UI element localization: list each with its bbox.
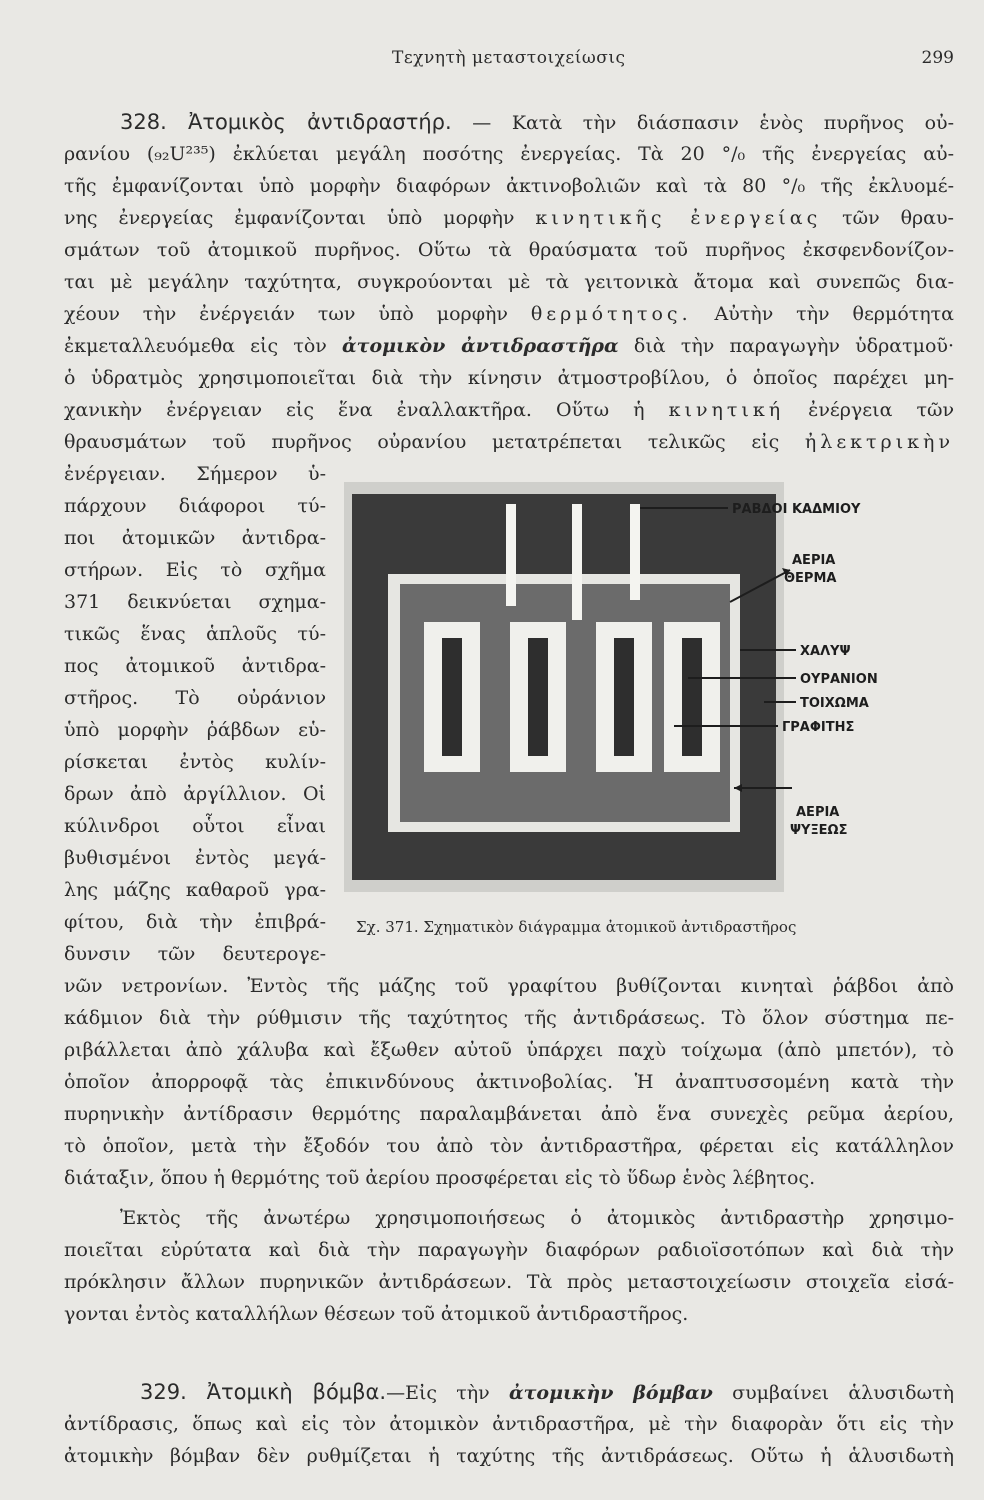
- text-line: [64, 394, 954, 426]
- text-line: ἀτομικὴν βόμβαν δὲν ρυθμίζεται ἡ ταχύτης τῆς ἀντιδράσεως. Οὕτω ἡ ἁλυσιδωτὴ: [64, 1445, 954, 1467]
- text-line: νῶν νετρονίων. Ἐντὸς τῆς μάζης τοῦ γραφίτου βυθίζονται κινηταὶ ῥάβδοι ἀπὸ: [64, 975, 954, 997]
- label-hot-gas: ΑΕΡΙΑ: [792, 553, 836, 568]
- text-line: ὁ ὑδρατμὸς χρησιμοποιεῖται διὰ τὴν κίνησιν ἀτμοστροβίλου, ὁ ὁποῖος παρέχει μη-: [64, 367, 954, 389]
- text-line: πάρχουν διάφοροι τύ-: [64, 495, 326, 517]
- text-line: πρόκλησιν ἄλλων πυρηνικῶν ἀντιδράσεων. Τὰ πρὸς μεταστοιχείωσιν στοιχεῖα εἰσά-: [64, 1271, 954, 1293]
- bold-term: ἀτομικὸν ἀντιδραστῆρα: [342, 335, 619, 357]
- label-steel: ΧΑΛΥΨ: [800, 644, 851, 659]
- text-line: πυρηνικὴν ἀντίδρασιν θερμότης παραλαμβάνεται ἀπὸ ἕνα συνεχὲς ρεῦμα ἀερίου,: [64, 1103, 954, 1125]
- text-line: σμάτων τοῦ ἀτομικοῦ πυρῆνος. Οὕτω τὰ θραύσματα τοῦ πυρῆνος ἐκσφενδονίζον-: [64, 239, 954, 261]
- text-span: διὰ τὴν παραγωγὴν ὑδρατμοῦ·: [618, 335, 954, 357]
- text-line: τικῶς ἕνας ἁπλοῦς τύ-: [64, 623, 326, 645]
- cadmium-rod: [572, 504, 582, 620]
- text-line: [64, 298, 954, 330]
- uranium-rod: [682, 638, 702, 756]
- text-span: Αὐτὴν τὴν θερμότητα: [691, 303, 954, 325]
- text-span: —Εἰς τὴν: [386, 1382, 509, 1404]
- text-line: ὑπὸ μορφὴν ῥάβδων εὑ-: [64, 719, 326, 741]
- text-line: [64, 202, 954, 234]
- text-line: γονται ἐντὸς καταλλήλων θέσεων τοῦ ἀτομικοῦ ἀντιδραστῆρος.: [64, 1303, 689, 1325]
- text-line: ἐνέργειαν. Σήμερον ὑ-: [64, 463, 326, 485]
- text-line: Ἐκτὸς τῆς ἀνωτέρω χρησιμοποιήσεως ὁ ἀτομικὸς ἀντιδραστὴρ χρησιμο-: [120, 1207, 954, 1229]
- text-span: ἐνέργεια τῶν: [784, 399, 954, 421]
- text-line: τὸ ὁποῖον, μετὰ τὴν ἔξοδόν του ἀπὸ τὸν ἀντιδραστῆρα, φέρεται εἰς κατάλληλον: [64, 1135, 954, 1157]
- section-329-first-line: [140, 1376, 954, 1408]
- reactor-diagram: [344, 482, 924, 892]
- running-title: Τεχνητὴ μεταστοιχείωσις: [392, 48, 626, 68]
- text-line: δυνσιν τῶν δευτερογε-: [64, 943, 326, 965]
- text-line: βυθισμένοι ἐντὸς μεγά-: [64, 847, 326, 869]
- section-328-heading: 328. Ἀτομικὸς ἀντιδραστήρ.: [120, 110, 452, 134]
- text-line: πος ἀτομικοῦ ἀντιδρα-: [64, 655, 326, 677]
- uranium-rod: [442, 638, 462, 756]
- text-line: στήρων. Εἰς τὸ σχῆμα: [64, 559, 326, 581]
- text-line: φίτου, διὰ τὴν ἐπιβρά-: [64, 911, 326, 933]
- cadmium-rod: [630, 504, 640, 600]
- text-line: δρων ἀπὸ ἀργίλλιον. Οἱ: [64, 783, 326, 805]
- label-cadmium-rods: ΡΑΒΔΟΙ ΚΑΔΜΙΟΥ: [732, 502, 861, 517]
- text-line: ριβάλλεται ἀπὸ χάλυβα καὶ ἔξωθεν αὐτοῦ ὑπάρχει παχὺ τοίχωμα (ἀπὸ μπετόν), τὸ: [64, 1039, 954, 1061]
- running-header: [0, 48, 984, 78]
- text-span: ἐκμεταλλευόμεθα εἰς τὸν: [64, 335, 343, 357]
- figure-caption: Σχ. 371. Σχηματικὸν διάγραμμα ἀτομικοῦ ἀντιδραστῆρος: [356, 918, 797, 936]
- label-hot-gas: ΘΕΡΜΑ: [784, 571, 837, 586]
- text-line: διάταξιν, ὅπου ἡ θερμότης τοῦ ἀερίου προσφέρεται εἰς τὸ ὕδωρ ἑνὸς λέβητος.: [64, 1167, 816, 1189]
- text-line: κάδμιον διὰ τὴν ρύθμισιν τῆς ταχύτητος τῆς ἀντιδράσεως. Τὸ ὅλον σύστημα πε-: [64, 1007, 954, 1029]
- section-329-heading: 329. Ἀτομικὴ βόμβα.: [140, 1380, 387, 1404]
- text-span: τῶν θραυ-: [821, 207, 954, 229]
- text-span: συμβαίνει ἁλυσιδωτὴ: [712, 1382, 954, 1404]
- spaced-emphasis: κινητικῆς ἐνεργείας: [535, 207, 822, 229]
- text-line: 371 δεικνύεται σχημα-: [64, 591, 326, 613]
- label-cooling-gas: ΑΕΡΙΑ: [796, 805, 840, 820]
- cadmium-rod: [506, 504, 516, 606]
- label-wall: ΤΟΙΧΩΜΑ: [800, 696, 869, 711]
- text-line: τῆς ἐμφανίζονται ὑπὸ μορφὴν διαφόρων ἀκτινοβολιῶν καὶ τὰ 80 °/₀ τῆς ἐκλυομέ-: [64, 175, 954, 197]
- text-line: — Κατὰ τὴν διάσπασιν ἑνὸς πυρῆνος οὐ-: [472, 112, 954, 134]
- text-line: κύλινδροι οὗτοι εἶναι: [64, 815, 326, 837]
- spaced-emphasis: ἠλεκτρικὴν: [804, 431, 954, 453]
- section-328-first-line: [120, 106, 954, 138]
- text-line: λης μάζης καθαροῦ γρα-: [64, 879, 326, 901]
- label-graphite: ΓΡΑΦΙΤΗΣ: [782, 720, 855, 735]
- label-cooling-gas: ΨΥΞΕΩΣ: [790, 823, 848, 838]
- uranium-rod: [528, 638, 548, 756]
- text-span: χανικὴν ἐνέργειαν εἰς ἕνα ἐναλλακτῆρα. Οὕτω ἡ: [64, 399, 669, 421]
- label-uranium: ΟΥΡΑΝΙΟΝ: [800, 672, 878, 687]
- text-line: ὁποῖον ἀπορροφᾷ τὰς ἐπικινδύνους ἀκτινοβολίας. Ἡ ἀναπτυσσομένη κατὰ τὴν: [64, 1071, 954, 1093]
- text-line: στῆρος. Τὸ οὐράνιον: [64, 687, 326, 709]
- text-line: ποι ἀτομικῶν ἀντιδρα-: [64, 527, 326, 549]
- text-line: [64, 330, 954, 362]
- page-number: 299: [921, 48, 954, 68]
- text-span: χέουν τὴν ἐνέργειάν των ὑπὸ μορφὴν: [64, 303, 531, 325]
- text-span: θραυσμάτων τοῦ πυρῆνος οὐρανίου μετατρέπεται τελικῶς εἰς: [64, 431, 805, 453]
- text-line: ται μὲ μεγάλην ταχύτητα, συγκρούονται μὲ τὰ γειτονικὰ ἄτομα καὶ συνεπῶς δια-: [64, 271, 954, 293]
- text-line: ρανίου (₉₂U²³⁵) ἐκλύεται μεγάλη ποσότης ἐνεργείας. Τὰ 20 °/₀ τῆς ἐνεργείας αὐ-: [64, 143, 954, 165]
- text-line: ἀντίδρασις, ὅπως καὶ εἰς τὸν ἀτομικὸν ἀντιδραστῆρα, μὲ τὴν διαφορὰν ὅτι εἰς τὴν: [64, 1413, 954, 1435]
- spaced-emphasis: θερμότητος.: [530, 303, 692, 325]
- text-line: ρίσκεται ἐντὸς κυλίν-: [64, 751, 326, 773]
- text-span: νης ἐνεργείας ἐμφανίζονται ὑπὸ μορφὴν: [64, 207, 536, 229]
- spaced-emphasis: κινητική: [668, 399, 785, 421]
- uranium-rod: [614, 638, 634, 756]
- bold-term: ἀτομικὴν βόμβαν: [508, 1382, 713, 1404]
- text-line: ποιεῖται εὐρύτατα καὶ διὰ τὴν παραγωγὴν διαφόρων ραδιοϊσοτόπων καὶ διὰ τὴν: [64, 1239, 954, 1261]
- text-line: [64, 426, 954, 458]
